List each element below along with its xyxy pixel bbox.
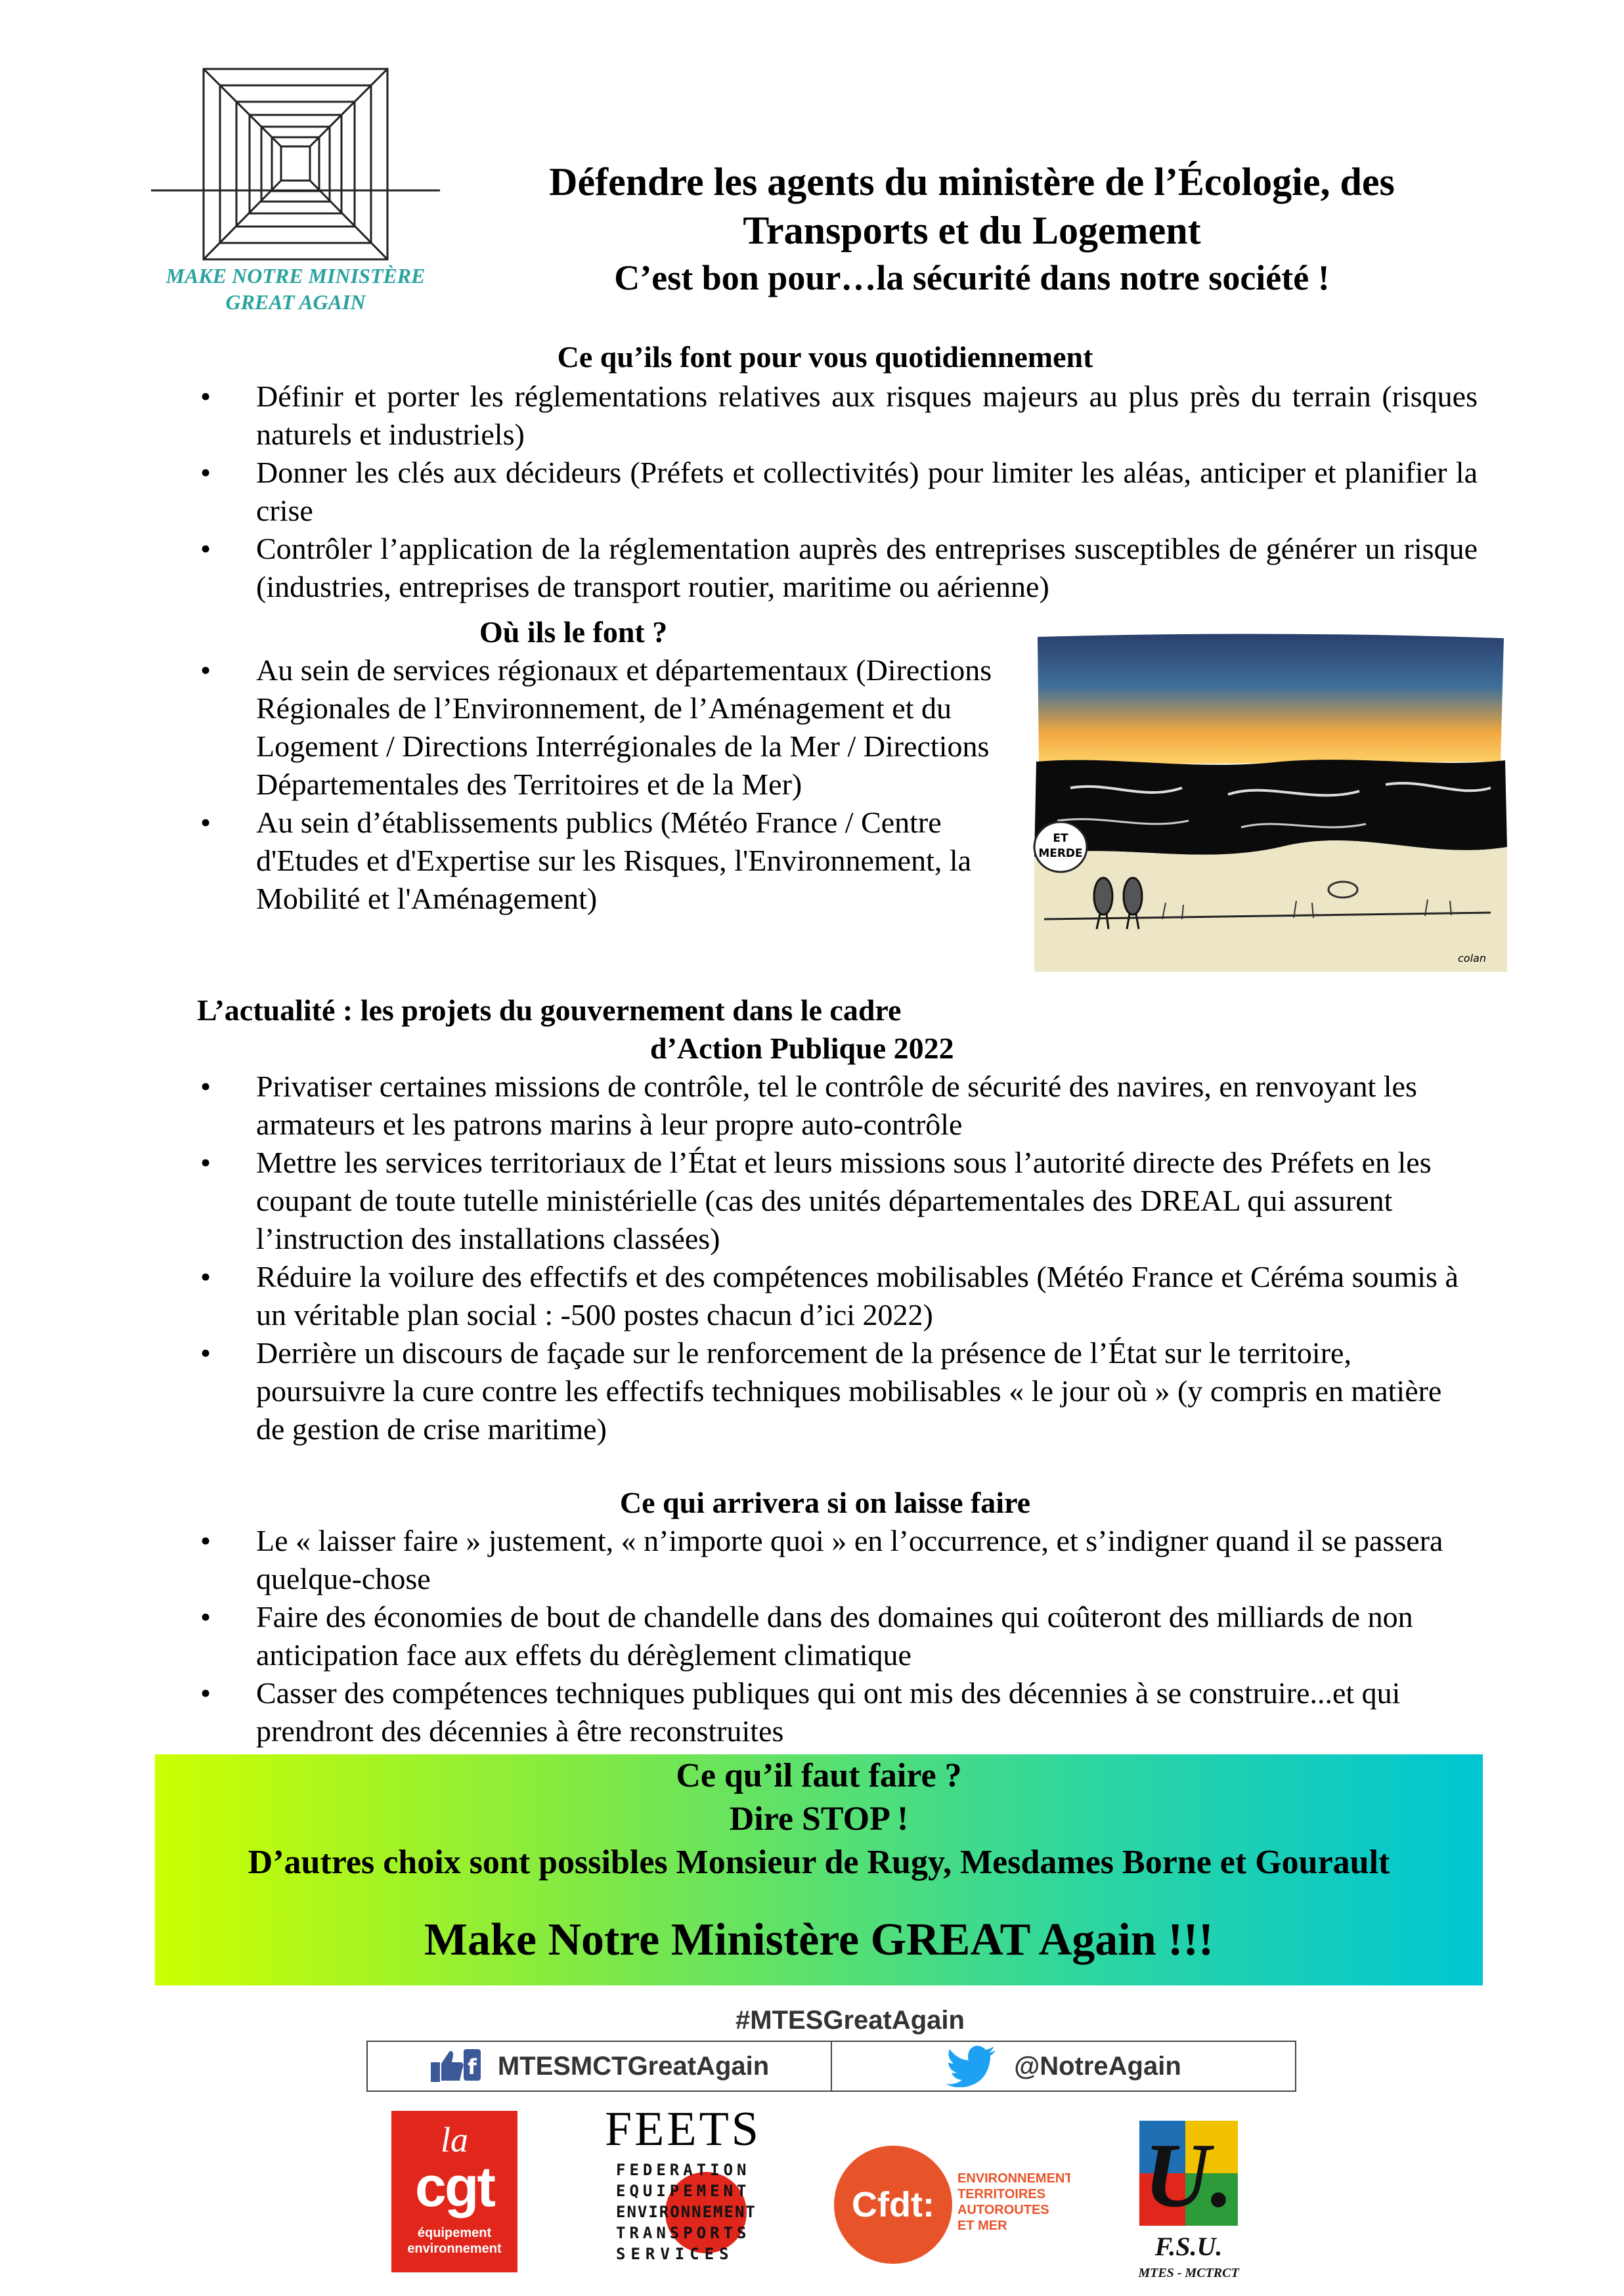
feets-logo xyxy=(604,2104,762,2272)
cgt-logo xyxy=(391,2111,517,2272)
list-item: • Le « laisser faire » justement, « n’importe quoi » en l’occurrence, et s’indigner quand il se passera quelque-chose xyxy=(158,1522,1478,1598)
cgt-line2: environnement xyxy=(407,2242,502,2256)
subtitle: C’est bon pour…la sécurité dans notre société ! xyxy=(614,258,1330,297)
cta-line1: Ce qu’il faut faire ? xyxy=(676,1757,962,1794)
list-item: • Au sein d’établissements publics (Météo France / Centre d'Etudes et d'Expertise sur les Risques, l'Environnement, la Mobilité et l'Aménagement) xyxy=(158,804,1011,918)
cta-slogan: Make Notre Ministère GREAT Again !!! xyxy=(424,1915,1214,1965)
section-news-list xyxy=(158,1068,1478,1448)
svg-text:F.S.U.: F.S.U. xyxy=(1154,2232,1223,2261)
svg-text:Cfdt:: Cfdt: xyxy=(852,2185,934,2224)
svg-text:AUTOROUTES: AUTOROUTES xyxy=(957,2203,1049,2217)
list-item: • Faire des économies de bout de chandelle dans des domaines qui coûteront des milliards de non anticipation face aux effets du dérèglement climatique xyxy=(158,1598,1478,1674)
svg-text:ENVIRONNEMENT: ENVIRONNEMENT xyxy=(616,2203,757,2221)
section-where-title: Où ils le font ? xyxy=(479,615,668,649)
list-item: • Derrière un discours de façade sur le renforcement de la présence de l’État sur le territoire, poursuivre la cure contre les effectifs techniques mobilisables « le jour où » (y compris en matière de gestion de crise maritime) xyxy=(158,1334,1478,1448)
cfdt-logo xyxy=(834,2139,1070,2270)
logo-caption-line1: MAKE NOTRE MINISTÈRE xyxy=(165,264,426,288)
list-item: • Casser des compétences techniques publiques qui ont mis des décennies à se construire...et qui prendront des décennies à être reconstruites xyxy=(158,1674,1478,1750)
section-consequences-title: Ce qui arrivera si on laisse faire xyxy=(619,1486,1031,1519)
cartoon-signature: colan xyxy=(1458,952,1486,964)
feets-logo-image xyxy=(604,2104,762,2272)
section-news-title-line2: d’Action Publique 2022 xyxy=(650,1031,954,1065)
facebook-link[interactable] xyxy=(368,2042,831,2090)
cta-line2: Dire STOP ! xyxy=(729,1800,909,1838)
fsu-logo xyxy=(1126,2114,1251,2285)
svg-text:TRANSPORTS: TRANSPORTS xyxy=(616,2224,751,2242)
oil-spill-cartoon-image xyxy=(1031,630,1510,978)
svg-text:f: f xyxy=(467,2054,477,2079)
section-consequences-list xyxy=(158,1522,1478,1750)
page-title xyxy=(460,158,1484,301)
title-line1: Défendre les agents du ministère de l’Écologie, des xyxy=(549,160,1395,204)
nested-squares-logo-icon xyxy=(138,62,453,266)
fsu-logo-image xyxy=(1126,2114,1251,2285)
cta-line3: D’autres choix sont possibles Monsieur de Rugy, Mesdames Borne et Gourault xyxy=(248,1844,1390,1881)
title-line2: Transports et du Logement xyxy=(743,209,1201,252)
svg-text:U.: U. xyxy=(1143,2125,1234,2226)
list-item: • Mettre les services territoriaux de l’État et leurs missions sous l’autorité directe des Préfets en les coupant de toute tutelle ministérielle (cas des unités départementales des DREAL qui assurent l’instruction des installations classées) xyxy=(158,1144,1478,1258)
logo-caption-line2: GREAT AGAIN xyxy=(225,290,366,314)
twitter-link[interactable] xyxy=(831,2042,1295,2090)
svg-text:EQUIPEMENT: EQUIPEMENT xyxy=(616,2182,751,2200)
svg-text:SERVICES: SERVICES xyxy=(616,2245,734,2263)
speech-bubble-text: ET xyxy=(1053,832,1068,845)
list-item: • Donner les clés aux décideurs (Préfets et collectivités) pour limiter les aléas, anticiper et planifier la crise xyxy=(158,454,1478,530)
cgt-line1: équipement xyxy=(417,2226,492,2240)
cgt-la: la xyxy=(440,2120,468,2159)
list-item: • Réduire la voilure des effectifs et des compétences mobilisables (Météo France et Céréma soumis à un véritable plan social : -500 postes chacun d’ici 2022) xyxy=(158,1258,1478,1334)
section-what-title: Ce qu’ils font pour vous quotidiennement xyxy=(557,340,1093,374)
list-item: • Définir et porter les réglementations relatives aux risques majeurs au plus près du terrain (risques naturels et industriels) xyxy=(158,378,1478,454)
svg-text:ENVIRONNEMENT: ENVIRONNEMENT xyxy=(957,2171,1070,2186)
cfdt-logo-image xyxy=(834,2139,1070,2270)
oil-spill-cartoon xyxy=(1031,630,1510,978)
twitter-bird-icon xyxy=(946,2045,998,2087)
hashtag: #MTESGreatAgain xyxy=(735,2006,965,2035)
facebook-like-icon xyxy=(429,2048,482,2085)
list-item: • Contrôler l’application de la réglementation auprès des entreprises susceptibles de générer un risque (industries, entreprises de transport routier, maritime ou aérienne) xyxy=(158,530,1478,606)
twitter-handle: @NotreAgain xyxy=(1014,2051,1181,2081)
svg-text:FEETS: FEETS xyxy=(605,2104,761,2156)
svg-text:TERRITOIRES: TERRITOIRES xyxy=(957,2187,1046,2201)
logo-caption xyxy=(141,263,450,315)
svg-text:MERDE: MERDE xyxy=(1038,847,1083,860)
section-news-title-line1: L’actualité : les projets du gouvernement dans le cadre xyxy=(197,993,902,1027)
list-item: • Au sein de services régionaux et départementaux (Directions Régionales de l’Environnement, de l’Aménagement et du Logement / Directions Interrégionales de la Mer / Directions Départementales des Territoires et de la Mer) xyxy=(158,651,1011,804)
cgt-name: cgt xyxy=(415,2155,494,2219)
section-where-list xyxy=(158,651,1011,918)
facebook-handle: MTESMCTGreatAgain xyxy=(497,2051,770,2081)
list-item: • Privatiser certaines missions de contrôle, tel le contrôle de sécurité des navires, en renvoyant les armateurs et les patrons marins à leur propre auto-contrôle xyxy=(158,1068,1478,1144)
call-to-action-box xyxy=(155,1754,1483,1985)
svg-text:MTES - MCTRCT: MTES - MCTRCT xyxy=(1138,2266,1239,2280)
svg-text:FEDERATION: FEDERATION xyxy=(616,2161,751,2179)
section-what-list xyxy=(158,378,1478,606)
social-links xyxy=(366,2041,1296,2092)
svg-text:ET MER: ET MER xyxy=(957,2219,1007,2233)
